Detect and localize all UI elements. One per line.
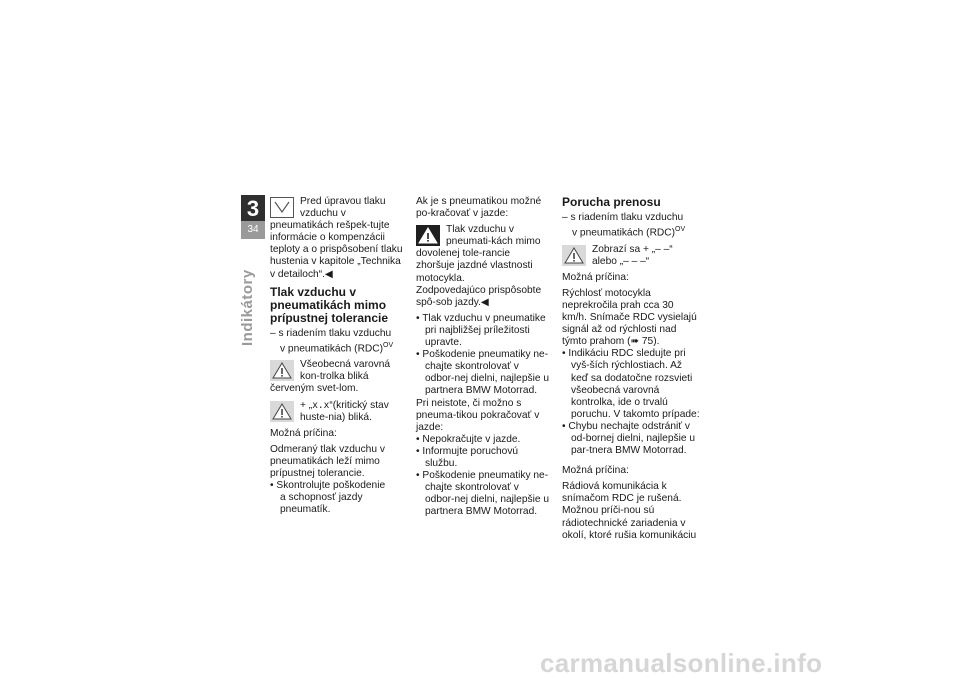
note-icon (270, 197, 294, 218)
warning-text-1: Všeobecná varovná kon-trolka bliká červeným svet-lom. (270, 359, 391, 395)
dash-item: – s riadením tlaku vzduchu (270, 327, 392, 339)
dash-item-cont: v pneumatikách (RDC)$^{OV}$ (572, 226, 686, 239)
bullet-item: • Chybu nechajte odstrániť v od-bornej dielni, najlepšie u par-tnera BMW Motorrad. (562, 420, 696, 457)
cause-label: Možná príčina: (270, 427, 337, 439)
intro-text: Ak je s pneumatikou možné po-kračovať v jazde: (416, 196, 542, 220)
warning-text-2: + „x.x“(kritický stav huste-nia) bliká. (300, 399, 389, 423)
section-heading: Porucha prenosu (562, 195, 661, 209)
bullet-item: • Tlak vzduchu v pneumatike pri najbližšej príležitosti upravte. (416, 312, 546, 349)
cause-text: Odmeraný tlak vzduchu v pneumatikách leží mimo prípustnej tolerancie. (270, 443, 385, 479)
warning-triangle-icon (416, 225, 440, 246)
intro-text: Pred úpravou tlaku vzduchu v pneumatikách rešpek-tujte informácie o kompenzácii teploty a o prispôsobení tlaku hustenia v kapitole „Technika v detailoch“.◀ (270, 196, 403, 280)
superscript: OV (383, 341, 394, 349)
bullet-item: • Skontrolujte poškodenie (270, 480, 386, 492)
column-3 (562, 196, 700, 542)
display-code: x.x (312, 399, 330, 411)
bullet-item: • Nepokračujte v jazde. (416, 433, 521, 445)
display-text: Zobrazí sa + „– –“ alebo „– – –“ (592, 243, 673, 267)
cause-text: Rádiová komunikácia k snímačom RDC je rušená. Možnou príči-nou sú rádiotechnické zariadenia v okolí, ktoré rušia komunikáciu (562, 481, 697, 541)
adjust-text: Zodpovedajúco prispôsobte spô-sob jazdy.◀ (416, 284, 542, 308)
cause-label: Možná príčina: (562, 465, 629, 477)
warning-triangle-icon (562, 245, 586, 266)
unsure-text: Pri neistote, či možno s pneuma-tikou pokračovať v jazde: (416, 397, 540, 433)
column-1 (270, 196, 406, 516)
cause-text: Rýchlosť motocykla neprekročila prah cca 30 km/h. Snímače RDC vysielajú signál až od rýchlosti nad týmto prahom (➠ 75). (562, 287, 697, 348)
page-number: 34 (241, 221, 265, 239)
superscript: OV (675, 226, 686, 234)
chapter-number: 3 (246, 196, 260, 221)
bullet-item-cont: a schopnosť jazdy pneumatík. (280, 492, 363, 516)
bullet-item: • Indikáciu RDC sledujte pri vyš-ších rýchlostiach. Až keď sa dodatočne rozsvieti všeobecná varovná kontrolka, ide o trvalú poruchu. V takomto prípade: (562, 348, 700, 420)
column-2 (416, 196, 550, 518)
warning-triangle-icon (270, 401, 294, 422)
warning-triangle-icon (270, 360, 294, 381)
chapter-label: Indikátory (239, 269, 256, 346)
cause-label: Možná príčina: (562, 271, 629, 283)
bullet-item: • Poškodenie pneumatiky ne-chajte skontrolovať v odbor-nej dielni, najlepšie u partnera BMW Motorrad. (416, 470, 550, 518)
dash-item: – s riadením tlaku vzduchu (562, 212, 684, 223)
dash-item-cont: v pneumatikách (RDC)$^{OV}$ (280, 341, 394, 355)
bullet-item: • Poškodenie pneumatiky ne-chajte skontrolovať v odbor-nej dielni, najlepšie u partnera BMW Motorrad. (416, 349, 550, 397)
warning-text: Tlak vzduchu v pneumati-kách mimo dovolenej tole-rancie zhoršuje jazdné vlastnosti motocykla. (416, 224, 541, 284)
watermark: carmanualsonline.info (540, 648, 823, 678)
bullet-item: • Informujte poruchovú službu. (416, 445, 519, 469)
section-heading: Tlak vzduchu v pneumatikách mimo prípustnej tolerancie (270, 284, 389, 325)
chapter-marker (241, 195, 265, 239)
